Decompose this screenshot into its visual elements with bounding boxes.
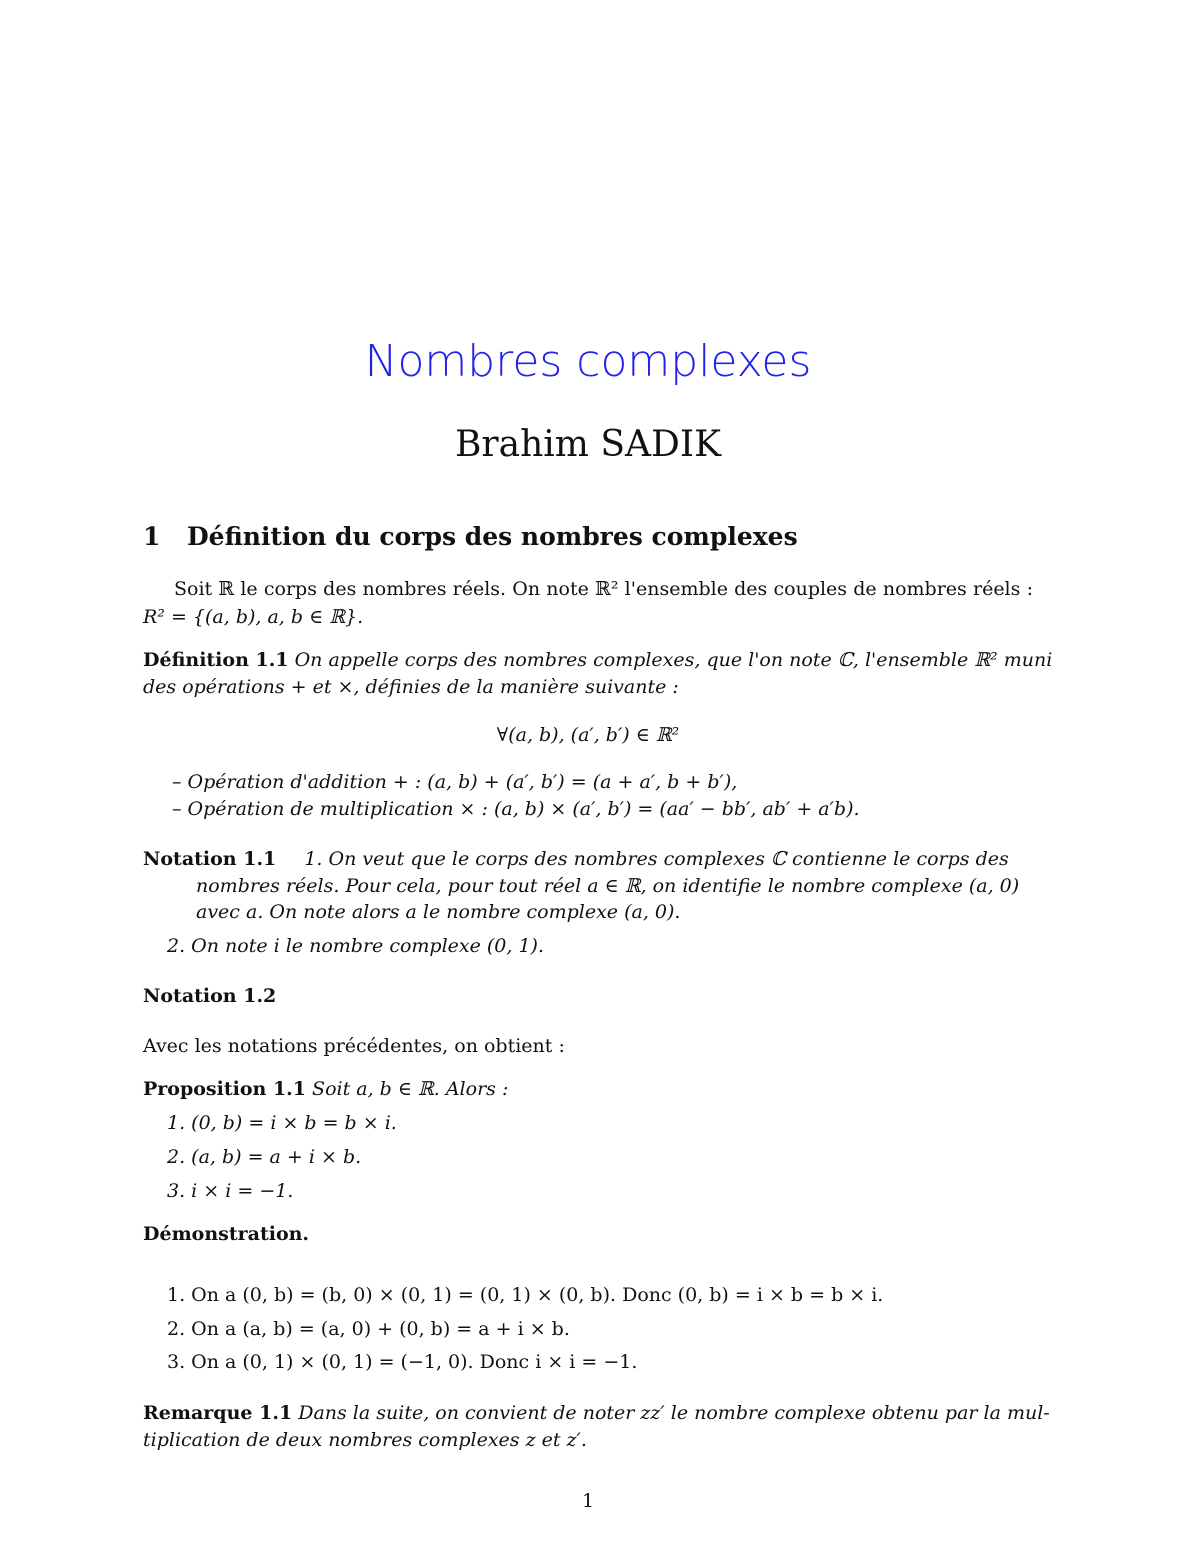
demonstration-label: Démonstration. — [143, 1223, 310, 1245]
definition-line-2: des opérations + et ×, définies de la manière suivante : — [143, 676, 679, 698]
definition-item-multiplication: – Opération de multiplication × : (a, b) × (a′, b′) = (aa′ − bb′, ab′ + a′b). — [172, 798, 860, 820]
demonstration-item-1: 1. On a (0, b) = (b, 0) × (0, 1) = (0, 1) × (0, b). Donc (0, b) = i × b = b × i. — [167, 1284, 884, 1306]
demonstration-item-2: 2. On a (a, b) = (a, 0) + (0, b) = a + i × b. — [167, 1318, 570, 1340]
remarque-line-1 — [143, 1400, 1050, 1426]
definition-label: Définition 1.1 — [143, 649, 289, 671]
intro-line-2: R² = {(a, b), a, b ∈ ℝ}. — [143, 606, 364, 628]
definition-text-1: On appelle corps des nombres complexes, que l'on note ℂ, l'ensemble ℝ² muni — [294, 649, 1053, 671]
document-author: Brahim SADIK — [454, 424, 722, 465]
intro-line-1: Soit ℝ le corps des nombres réels. On note ℝ² l'ensemble des couples de nombres réels : — [174, 578, 1033, 600]
notation-2-label: Notation 1.2 — [143, 985, 277, 1007]
definition-line-1 — [143, 647, 1053, 673]
notation-1-item-2: 2. On note i le nombre complexe (0, 1). — [167, 935, 545, 957]
proposition-item-1: 1. (0, b) = i × b = b × i. — [167, 1112, 397, 1134]
remarque-label: Remarque 1.1 — [143, 1402, 293, 1424]
proposition-item-3: 3. i × i = −1. — [167, 1180, 294, 1202]
remarque-text-1: Dans la suite, on convient de noter zz′ le nombre complexe obtenu par la mul- — [298, 1402, 1050, 1424]
avec-text: Avec les notations précédentes, on obtient : — [143, 1035, 565, 1057]
section-heading — [143, 522, 798, 551]
proposition-item-2: 2. (a, b) = a + i × b. — [167, 1146, 362, 1168]
proposition-label: Proposition 1.1 — [143, 1078, 306, 1100]
demonstration-item-3: 3. On a (0, 1) × (0, 1) = (−1, 0). Donc i × i = −1. — [167, 1351, 638, 1373]
definition-item-addition: – Opération d'addition + : (a, b) + (a′, b′) = (a + a′, b + b′), — [172, 771, 738, 793]
proposition-line — [143, 1076, 508, 1102]
definition-formula: ∀(a, b), (a′, b′) ∈ ℝ² — [496, 724, 680, 746]
proposition-text: Soit a, b ∈ ℝ. Alors : — [312, 1078, 509, 1100]
notation-1-item-1-line-3: avec a. On note alors a le nombre complexe (a, 0). — [196, 901, 681, 923]
notation-1-label: Notation 1.1 — [143, 848, 277, 870]
remarque-line-2: tiplication de deux nombres complexes z et z′. — [143, 1429, 587, 1451]
section-number: 1 — [143, 522, 161, 551]
page-number: 1 — [581, 1490, 595, 1512]
notation-1-item-1-line-2: nombres réels. Pour cela, pour tout réel a ∈ ℝ, on identifie le nombre complexe (a, 0) — [196, 875, 1020, 897]
notation-1-item-1-text: 1. On veut que le corps des nombres complexes ℂ contienne le corps des — [304, 848, 1009, 870]
notation-1-line-1 — [143, 846, 1033, 872]
document-title: Nombres complexes — [364, 336, 812, 387]
section-title: Définition du corps des nombres complexes — [187, 522, 798, 551]
